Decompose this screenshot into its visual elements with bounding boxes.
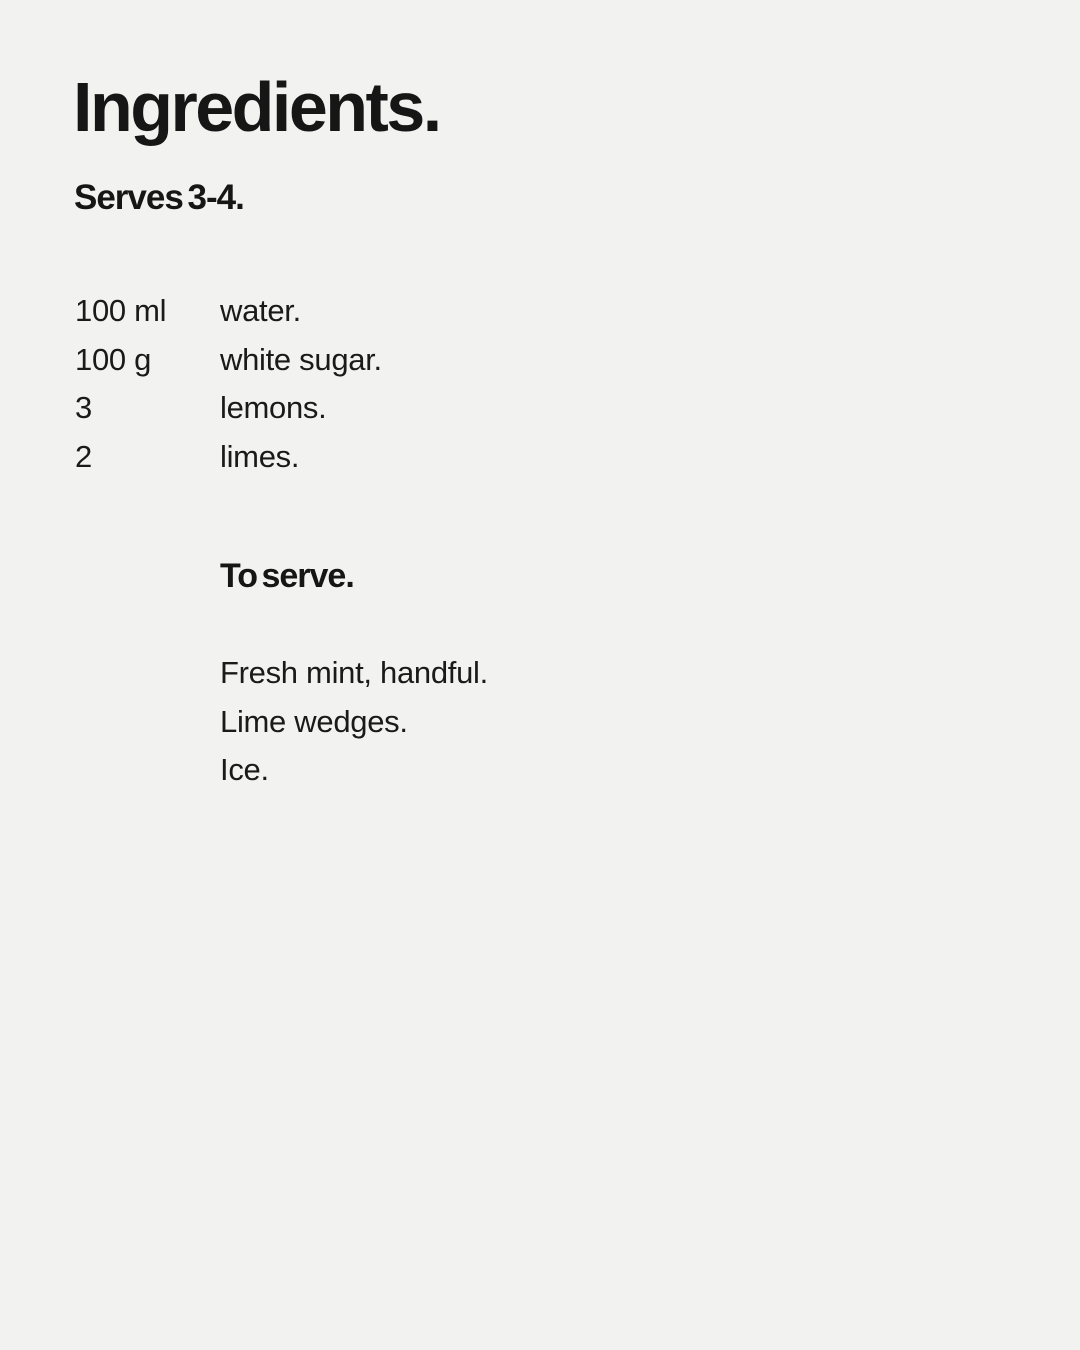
ingredient-name: lemons. xyxy=(220,390,327,426)
ingredient-row xyxy=(75,433,382,482)
ingredient-name: water. xyxy=(220,293,301,329)
to-serve-item: Lime wedges. xyxy=(220,703,408,739)
ingredient-row xyxy=(75,336,382,385)
ingredient-row xyxy=(75,287,382,336)
ingredient-name: limes. xyxy=(220,438,300,474)
ingredient-quantity: 2 xyxy=(75,438,92,474)
serves-subtitle: Serves 3-4. xyxy=(74,178,244,217)
to-serve-item: Ice. xyxy=(220,752,269,788)
to-serve-heading: To serve. xyxy=(220,557,354,595)
ingredient-quantity: 100 ml xyxy=(75,293,167,329)
ingredient-quantity: 100 g xyxy=(75,341,152,377)
ingredient-quantity: 3 xyxy=(75,390,92,426)
ingredient-row xyxy=(75,384,382,433)
ingredient-list xyxy=(75,287,382,481)
page-title: Ingredients. xyxy=(73,68,440,146)
to-serve-list xyxy=(220,649,488,795)
ingredient-name: white sugar. xyxy=(220,341,382,377)
to-serve-item: Fresh mint, handful. xyxy=(220,655,488,691)
